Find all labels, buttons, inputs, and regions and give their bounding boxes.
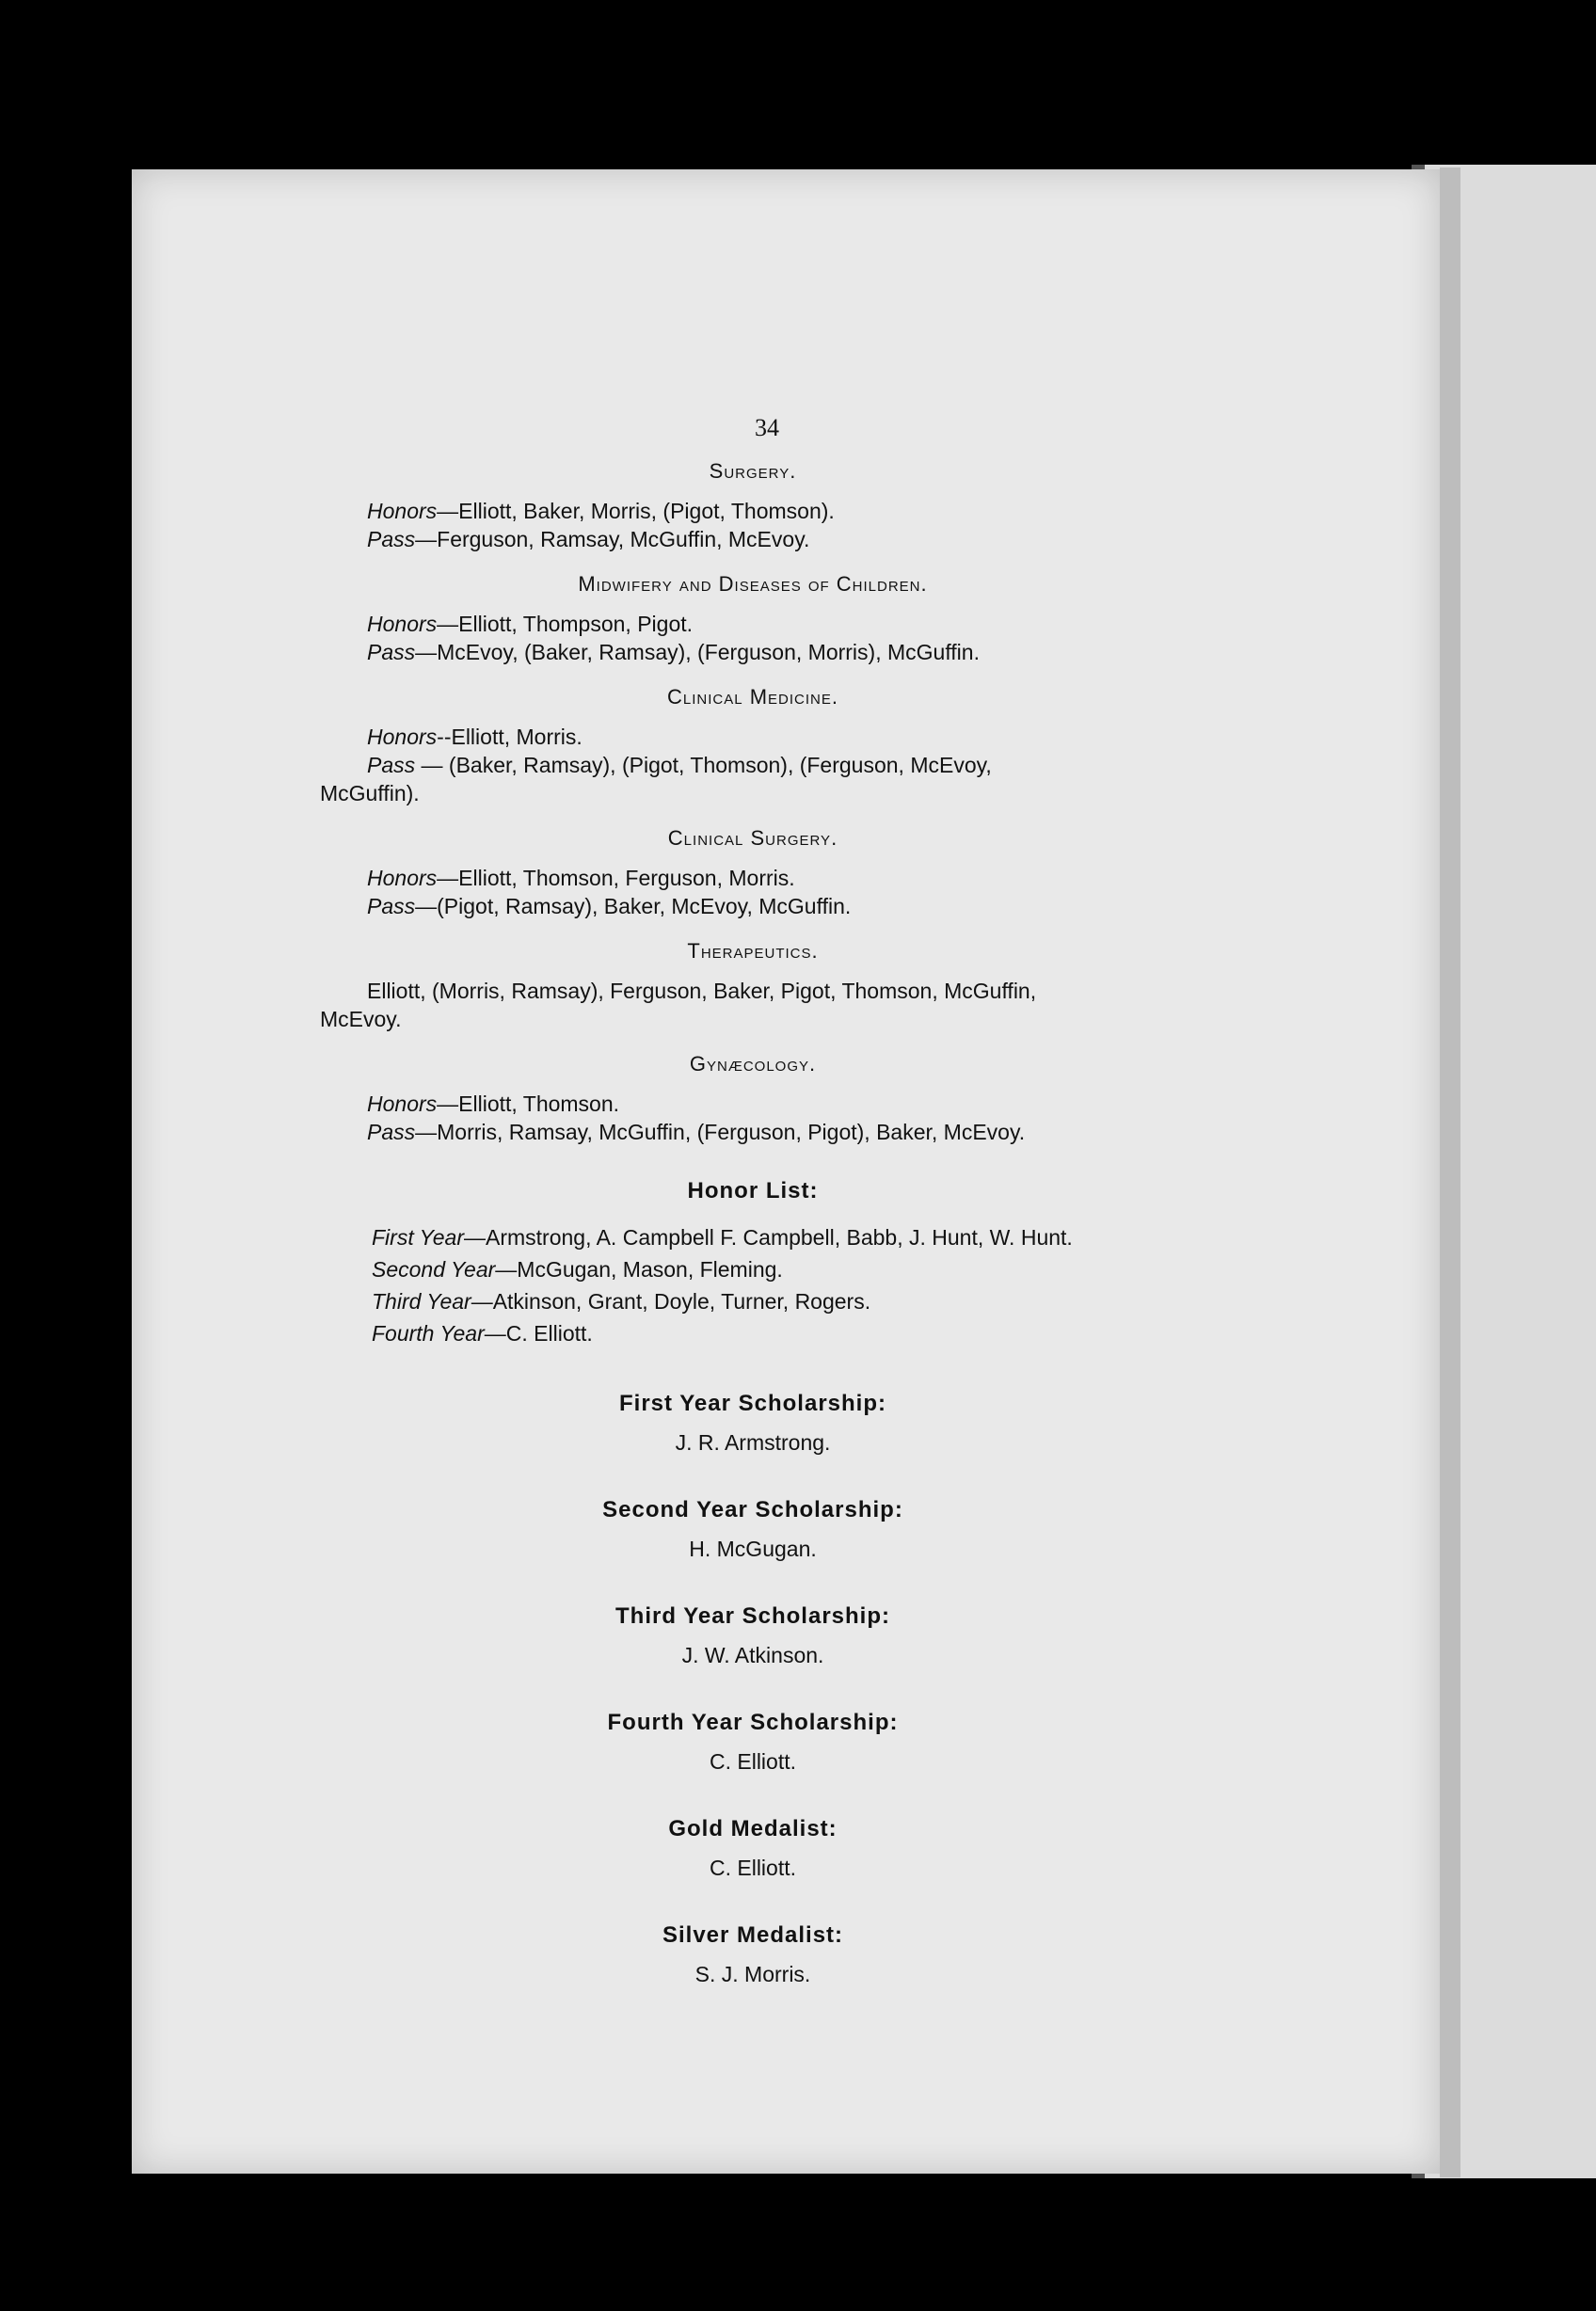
subject-section: [320, 459, 1186, 553]
result-text: Elliott, Morris.: [451, 725, 583, 749]
subject-heading: Surgery.: [709, 459, 797, 483]
result-separator: —: [484, 1321, 506, 1346]
result-label: Pass: [367, 640, 416, 664]
result-text: McGuffin).: [320, 781, 420, 805]
result-text: Elliott, Thomson, Ferguson, Morris.: [458, 866, 795, 890]
award-title: Silver Medalist:: [662, 1922, 844, 1948]
honor-list: [320, 1178, 1186, 1349]
award-title: Fourth Year Scholarship:: [607, 1710, 899, 1735]
award-recipient: J. R. Armstrong.: [675, 1430, 831, 1455]
result-label: First Year: [372, 1225, 464, 1250]
awards-list: [320, 1391, 1186, 1987]
subject-heading: Therapeutics.: [687, 939, 819, 963]
result-text: McEvoy, (Baker, Ramsay), (Ferguson, Morris), McGuffin.: [437, 640, 980, 664]
result-line: [320, 864, 1186, 892]
award-recipient: J. W. Atkinson.: [681, 1643, 824, 1667]
result-text: McEvoy.: [320, 1007, 402, 1031]
result-line: [320, 892, 1186, 920]
result-label: Honors: [367, 1092, 438, 1116]
award-entry: [320, 1816, 1186, 1881]
result-label: Pass: [367, 527, 416, 551]
result-label: Pass: [367, 1120, 416, 1144]
award-title: Third Year Scholarship:: [615, 1603, 890, 1629]
result-separator: —: [415, 753, 449, 777]
result-text: C. Elliott.: [505, 1321, 593, 1346]
result-text: Atkinson, Grant, Doyle, Turner, Rogers.: [492, 1289, 871, 1314]
award-title: Gold Medalist:: [668, 1816, 838, 1841]
result-separator: —: [471, 1289, 493, 1314]
award-entry: [320, 1497, 1186, 1562]
result-line: [320, 1221, 1186, 1253]
subject-heading: Gynæcology.: [689, 1052, 817, 1076]
result-line: [320, 1285, 1186, 1317]
result-separator: —: [437, 612, 459, 636]
page-number: 34: [755, 414, 779, 441]
result-label: Third Year: [372, 1289, 471, 1314]
result-text: Elliott, Thompson, Pigot.: [458, 612, 694, 636]
result-separator: —: [437, 1092, 459, 1116]
result-text: Elliott, (Morris, Ramsay), Ferguson, Baker, Pigot, Thomson, McGuffin,: [367, 979, 1037, 1003]
subject-section: [320, 572, 1186, 666]
result-text: (Pigot, Ramsay), Baker, McEvoy, McGuffin.: [437, 894, 852, 918]
subject-heading: Midwifery and Diseases of Children.: [578, 572, 928, 596]
result-separator: —: [437, 866, 459, 890]
subject-section: [320, 939, 1186, 1033]
award-title: Second Year Scholarship:: [602, 1497, 903, 1522]
result-separator: —: [415, 527, 438, 551]
exam-results: [320, 459, 1186, 1146]
result-separator: —: [415, 1120, 438, 1144]
result-text: Elliott, Baker, Morris, (Pigot, Thomson).: [458, 499, 835, 523]
result-separator: —: [437, 499, 459, 523]
result-text: Elliott, Thomson.: [458, 1092, 620, 1116]
award-entry: [320, 1391, 1186, 1456]
result-text: Armstrong, A. Campbell F. Campbell, Babb, J. Hunt, W. Hunt.: [486, 1225, 1073, 1250]
result-label: Pass: [367, 894, 416, 918]
result-text: McGugan, Mason, Fleming.: [517, 1257, 783, 1282]
award-recipient: C. Elliott.: [709, 1749, 797, 1774]
result-line: [320, 977, 1186, 1005]
result-text: (Baker, Ramsay), (Pigot, Thomson), (Ferguson, McEvoy,: [448, 753, 992, 777]
result-line: [320, 779, 1186, 807]
result-line: [320, 638, 1186, 666]
result-label: Fourth Year: [372, 1321, 485, 1346]
page-edge: [1440, 167, 1460, 2177]
award-title: First Year Scholarship:: [619, 1391, 886, 1416]
award-entry: [320, 1710, 1186, 1775]
result-line: [320, 497, 1186, 525]
award-recipient: H. McGugan.: [689, 1537, 817, 1561]
award-entry: [320, 1922, 1186, 1987]
result-line: [320, 1005, 1186, 1033]
result-label: Second Year: [372, 1257, 496, 1282]
result-separator: —: [415, 640, 438, 664]
result-text: Ferguson, Ramsay, McGuffin, McEvoy.: [437, 527, 810, 551]
result-line: [320, 525, 1186, 553]
result-separator: —: [495, 1257, 518, 1282]
subject-heading: Clinical Surgery.: [667, 826, 838, 850]
result-line: [320, 723, 1186, 751]
result-label: Honors: [367, 499, 438, 523]
page-content: [320, 414, 1186, 1987]
result-line: [320, 1118, 1186, 1146]
result-text: Morris, Ramsay, McGuffin, (Ferguson, Pigot), Baker, McEvoy.: [437, 1120, 1026, 1144]
honor-list-heading: Honor List:: [687, 1178, 819, 1203]
result-label: Pass: [367, 753, 416, 777]
subject-heading: Clinical Medicine.: [667, 685, 838, 709]
award-recipient: S. J. Morris.: [694, 1962, 811, 1986]
award-recipient: C. Elliott.: [709, 1856, 797, 1880]
result-separator: —: [464, 1225, 486, 1250]
subject-section: [320, 685, 1186, 807]
award-entry: [320, 1603, 1186, 1668]
result-separator: --: [437, 725, 452, 749]
result-line: [320, 1090, 1186, 1118]
result-separator: —: [415, 894, 438, 918]
honor-list-lines: [320, 1221, 1186, 1349]
subject-section: [320, 1052, 1186, 1146]
result-line: [320, 751, 1186, 779]
subject-section: [320, 826, 1186, 920]
result-label: Honors: [367, 725, 438, 749]
result-label: Honors: [367, 612, 438, 636]
result-label: Honors: [367, 866, 438, 890]
result-line: [320, 1317, 1186, 1349]
result-line: [320, 1253, 1186, 1285]
result-line: [320, 610, 1186, 638]
